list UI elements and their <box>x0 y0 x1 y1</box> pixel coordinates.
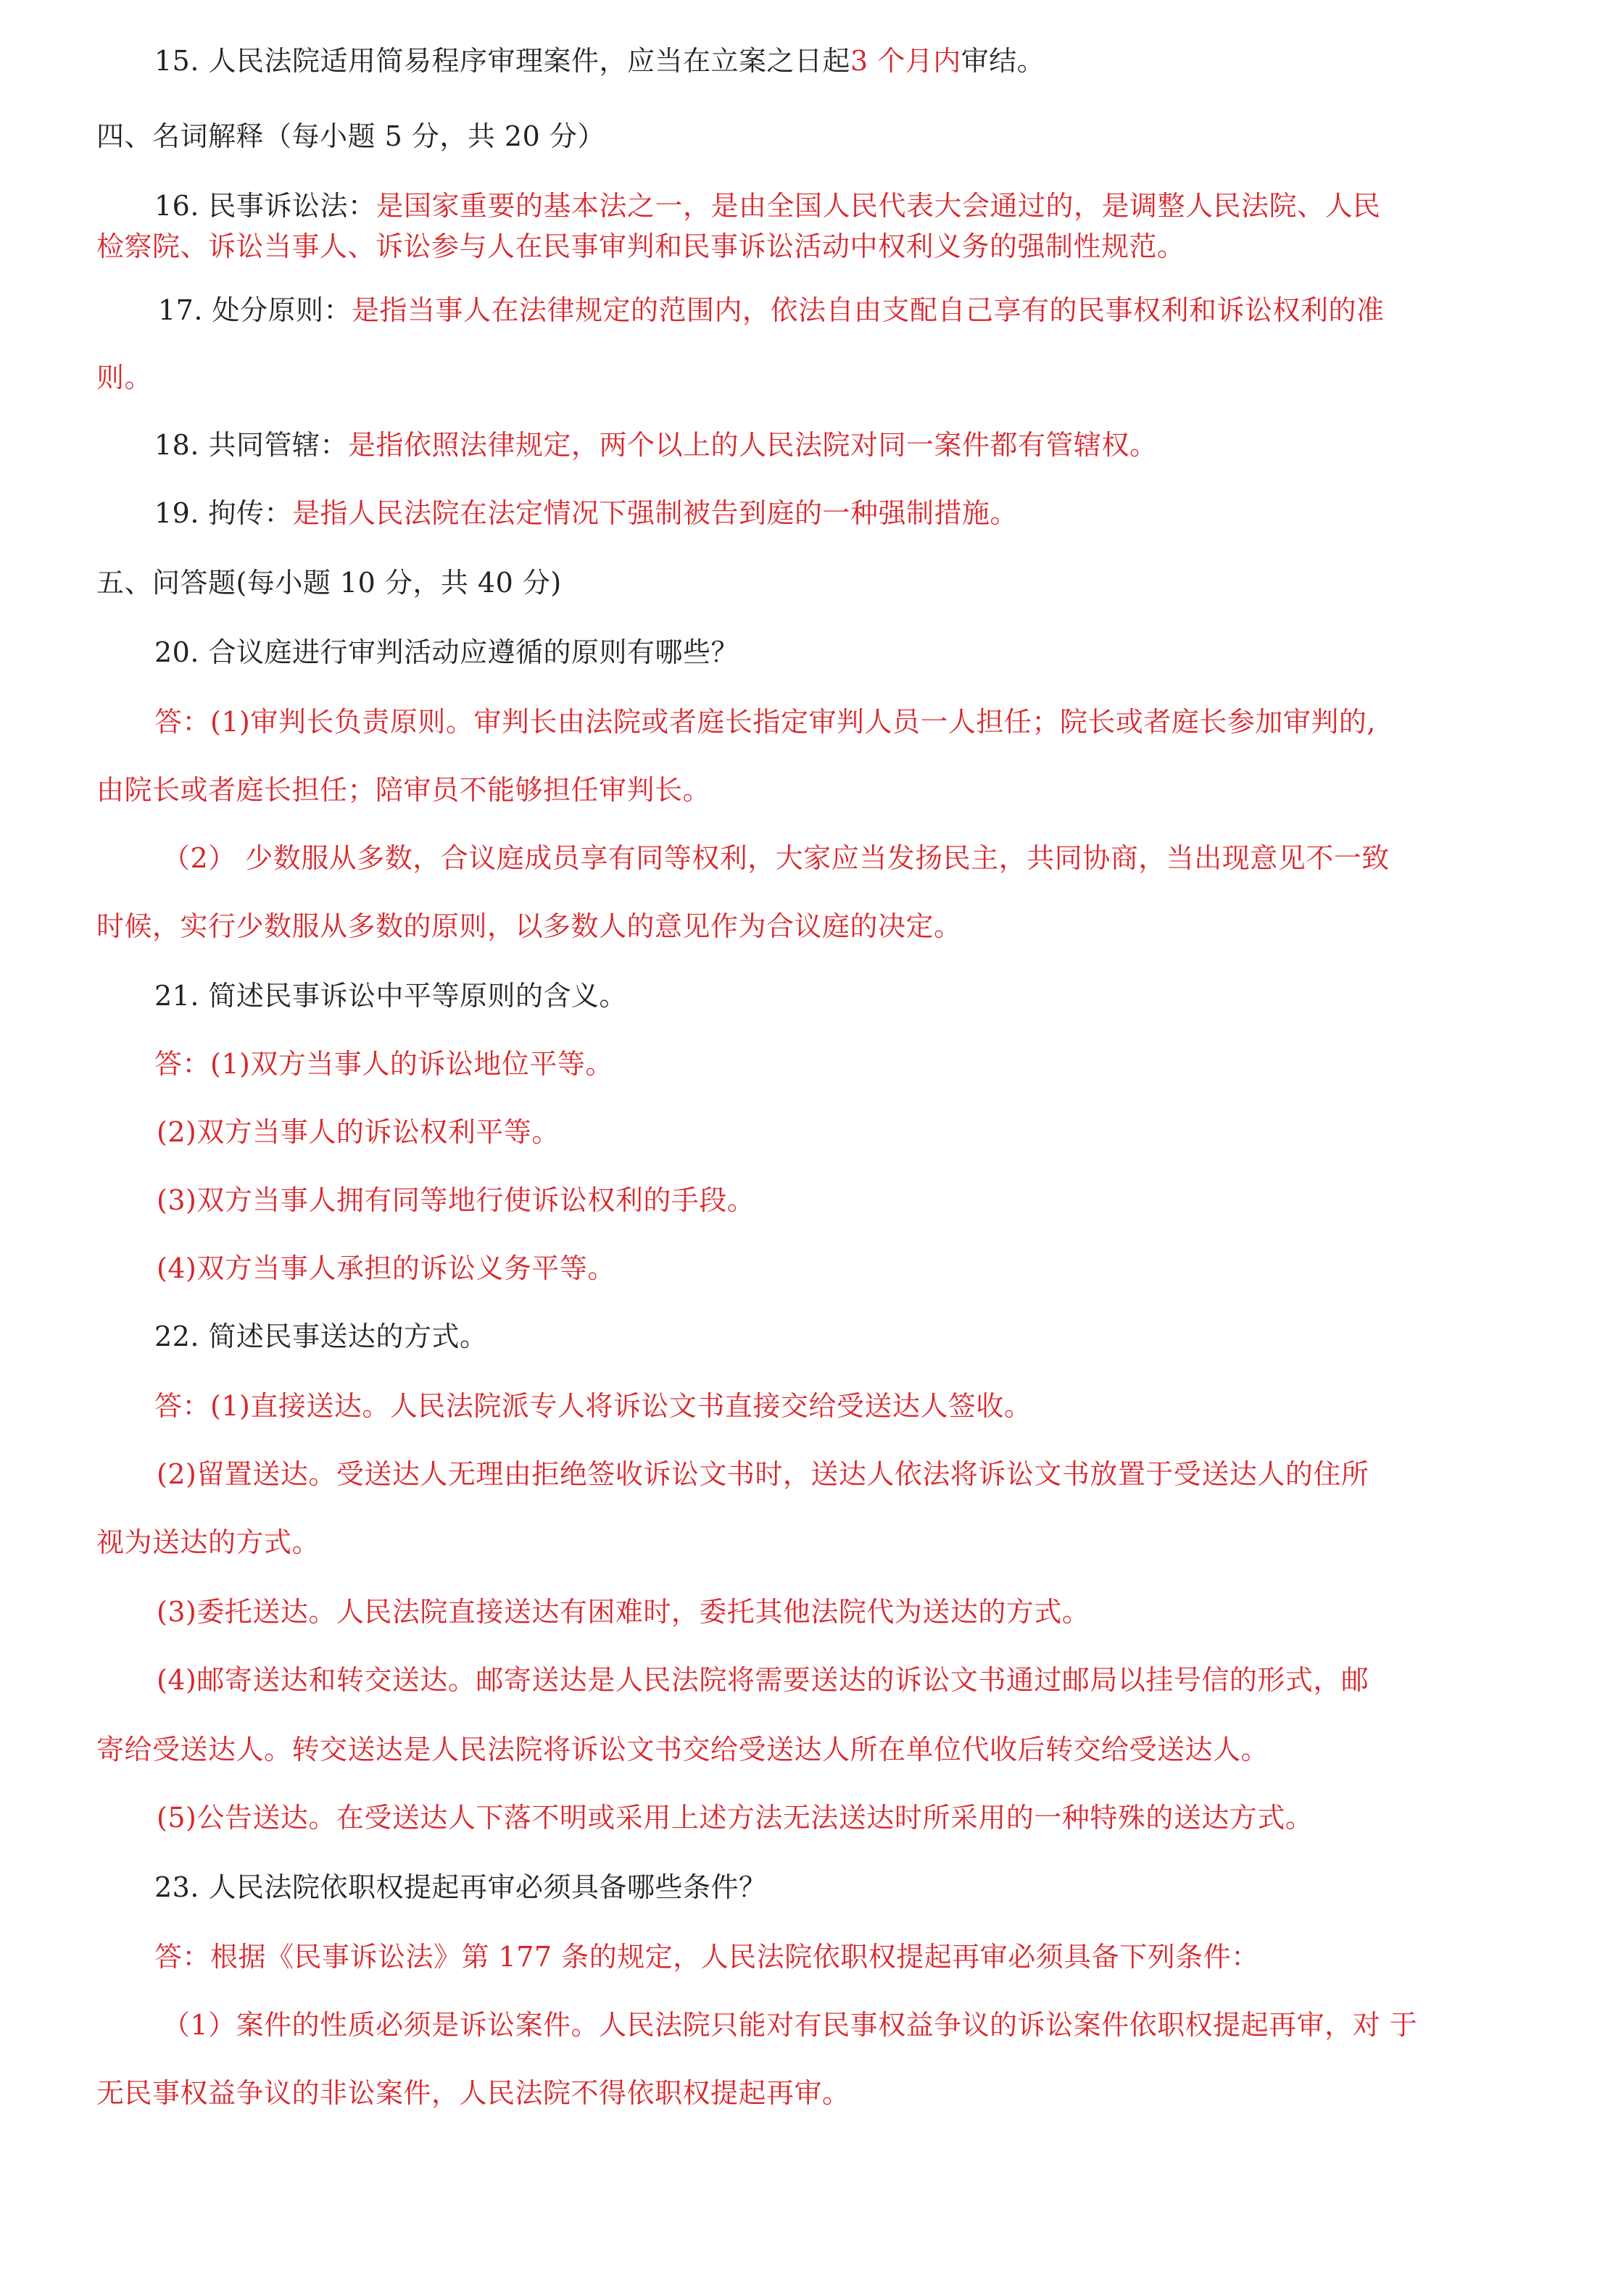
q22-answer2-line1: (2)留置送达。受送达人无理由拒绝签收诉讼文书时，送达人依法将诉讼文书放置于受送达人的住所 <box>157 1458 1369 1490</box>
q22-answer2-line2: 视为送达的方式。 <box>96 1526 320 1558</box>
q17-def-line2: 则。 <box>96 362 153 394</box>
q17-term: 17. 处分原则： <box>158 294 352 326</box>
q21-answer3: (3)双方当事人拥有同等地行使诉讼权利的手段。 <box>157 1184 755 1216</box>
q20-answer2-line2: 时候，实行少数服从多数的原则，以多数人的意见作为合议庭的决定。 <box>96 910 962 942</box>
q22-answer5: (5)公告送达。在受送达人下落不明或采用上述方法无法送达时所采用的一种特殊的送达方式。 <box>157 1802 1314 1834</box>
q17-def-line1: 是指当事人在法律规定的范围内，依法自由支配自己享有的民事权利和诉讼权利的准 <box>352 294 1385 326</box>
q20-answer1-line2: 由院长或者庭长担任；陪审员不能够担任审判长。 <box>96 774 711 806</box>
q18-term: 18. 共同管辖： <box>154 429 349 461</box>
q20-question: 20. 合议庭进行审判活动应遵循的原则有哪些？ <box>154 636 739 668</box>
q20-answer1-line1: 答：(1)审判长负责原则。审判长由法院或者庭长指定审判人员一人担任；院长或者庭长参加审判的, <box>154 706 1376 738</box>
q22-answer4-line1: (4)邮寄送达和转交送达。邮寄送达是人民法院将需要送达的诉讼文书通过邮局以挂号信的形式，邮 <box>157 1664 1369 1696</box>
q15-line <box>154 43 1045 78</box>
section5-title: 五、问答题(每小题 10 分，共 40 分) <box>96 567 562 599</box>
q16-line1 <box>154 188 1381 223</box>
q23-question: 23. 人民法院依职权提起再审必须具备哪些条件？ <box>154 1871 767 1903</box>
q22-answer1: 答：(1)直接送达。人民法院派专人将诉讼文书直接交给受送达人签收。 <box>154 1390 1032 1422</box>
q21-answer2: (2)双方当事人的诉讼权利平等。 <box>157 1116 560 1148</box>
q23-intro: 答：根据《民事诉讼法》第 177 条的规定，人民法院依职权提起再审必须具备下列条件： <box>154 1941 1259 1973</box>
q16-term: 16. 民事诉讼法： <box>154 190 376 222</box>
q18-line <box>154 428 1158 462</box>
q23-answer1-line1: （1）案件的性质必须是诉讼案件。人民法院只能对有民事权益争议的诉讼案件依职权提起再审，对 于 <box>162 2009 1418 2041</box>
q19-def: 是指人民法院在法定情况下强制被告到庭的一种强制措施。 <box>292 497 1019 529</box>
q21-answer4: (4)双方当事人承担的诉讼义务平等。 <box>157 1252 615 1284</box>
q18-def: 是指依照法律规定，两个以上的人民法院对同一案件都有管辖权。 <box>348 429 1158 461</box>
q22-answer4-line2: 寄给受送达人。转交送达是人民法院将诉讼文书交给受送达人所在单位代收后转交给受送达人。 <box>96 1734 1269 1765</box>
q16-def-line1: 是国家重要的基本法之一，是由全国人民代表大会通过的，是调整人民法院、人民 <box>376 190 1381 222</box>
q15-prefix: 15. 人民法院适用简易程序审理案件，应当在立案之日起 <box>154 45 851 77</box>
section4-title: 四、名词解释（每小题 5 分，共 20 分） <box>96 120 605 152</box>
q23-answer1-line2: 无民事权益争议的非讼案件，人民法院不得依职权提起再审。 <box>96 2077 850 2109</box>
q19-line <box>154 496 1018 531</box>
q22-answer3: (3)委托送达。人民法院直接送达有困难时，委托其他法院代为送达的方式。 <box>157 1596 1090 1628</box>
q17-line1 <box>158 293 1385 328</box>
q15-answer: 3 个月内 <box>850 45 961 77</box>
q15-suffix: 审结。 <box>961 45 1045 77</box>
q19-term: 19. 拘传： <box>154 497 293 529</box>
q20-answer2-line1: （2） 少数服从多数，合议庭成员享有同等权利，大家应当发扬民主，共同协商，当出现意见不一致 <box>162 842 1390 874</box>
q16-def-line2: 检察院、诉讼当事人、诉讼参与人在民事审判和民事诉讼活动中权利义务的强制性规范。 <box>96 230 1185 262</box>
q21-answer1: 答：(1)双方当事人的诉讼地位平等。 <box>154 1048 613 1080</box>
q22-question: 22. 简述民事送达的方式。 <box>154 1320 488 1352</box>
q21-question: 21. 简述民事诉讼中平等原则的含义。 <box>154 980 628 1012</box>
